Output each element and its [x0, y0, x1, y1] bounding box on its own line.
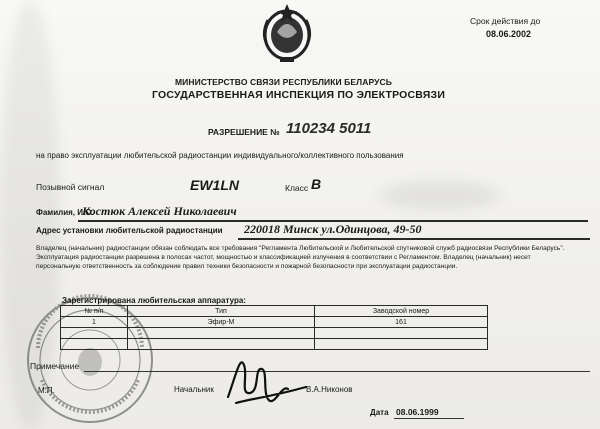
table-cell: [61, 339, 128, 350]
state-emblem-icon: [258, 2, 316, 64]
equipment-label: Зарегистрирована любительская аппаратура:: [62, 296, 246, 305]
permit-purpose: на право эксплуатации любительской радиостанции индивидуального/коллективного пользования: [36, 151, 404, 160]
address-label: Адрес установки любительской радиостанции: [36, 226, 223, 235]
table-row: [61, 317, 488, 328]
scan-smudge: [380, 180, 500, 210]
validity-date: 08.06.2002: [486, 29, 532, 39]
col-header-index: № п/п: [61, 306, 128, 317]
table-cell: [128, 328, 315, 339]
date-underline: [394, 418, 464, 419]
signature-icon: [210, 345, 320, 415]
date-value: 08.06.1999: [396, 407, 439, 417]
ministry-title: МИНИСТЕРСТВО СВЯЗИ РЕСПУБЛИКИ БЕЛАРУСЬ: [175, 77, 392, 87]
table-cell: [315, 339, 488, 350]
equipment-table: [60, 305, 488, 350]
permit-number: 110234 5011: [286, 120, 372, 137]
callsign-label: Позывной сигнал: [36, 182, 105, 192]
address-value: 220018 Минск ул.Одинцова, 49-50: [244, 222, 422, 236]
note-line: [84, 371, 590, 372]
class-value: В: [311, 176, 322, 192]
col-header-serial: Заводской номер: [315, 306, 488, 317]
class-label: Класс: [285, 183, 309, 193]
table-header-row: [61, 306, 488, 317]
chief-name: В.А.Никонов: [306, 385, 353, 394]
table-cell: [61, 328, 128, 339]
validity-label: Срок действия до: [470, 16, 541, 26]
note-label: Примечание: [30, 361, 80, 371]
table-cell: Эфир-М: [128, 317, 315, 328]
table-cell: 161: [315, 317, 488, 328]
owner-name-label: Фамилия, И.О.: [36, 208, 94, 217]
obligations-paragraph: Владелец (начальник) радиостанции обязан соблюдать все требования "Регламента Любительской и Любительской спутниковой служб радиосвязи Республики Беларусь". Эксплуатация радиостанции разрешена в полосах частот, мощностью и классификацией излучения в соответствии с Регламентом. Владелец (начальник) несет персональную ответственность за соблюдение правил техники безопасности и пожарной безопасности при эксплуатации радиостанции.: [36, 245, 565, 270]
table-cell: [315, 328, 488, 339]
table-cell: 1: [61, 317, 128, 328]
callsign-value: EW1LN: [190, 177, 239, 193]
col-header-type: Тип: [128, 306, 315, 317]
inspection-title: ГОСУДАРСТВЕННАЯ ИНСПЕКЦИЯ ПО ЭЛЕКТРОСВЯЗИ: [152, 89, 446, 101]
chief-label: Начальник: [174, 385, 214, 394]
stamp-place-label: М.П.: [38, 386, 55, 395]
owner-name-value: Костюк Алексей Николаевич: [82, 204, 237, 218]
table-row: [61, 328, 488, 339]
permit-label: РАЗРЕШЕНИЕ №: [208, 127, 280, 137]
address-underline: [238, 238, 590, 240]
date-label: Дата: [370, 408, 389, 417]
